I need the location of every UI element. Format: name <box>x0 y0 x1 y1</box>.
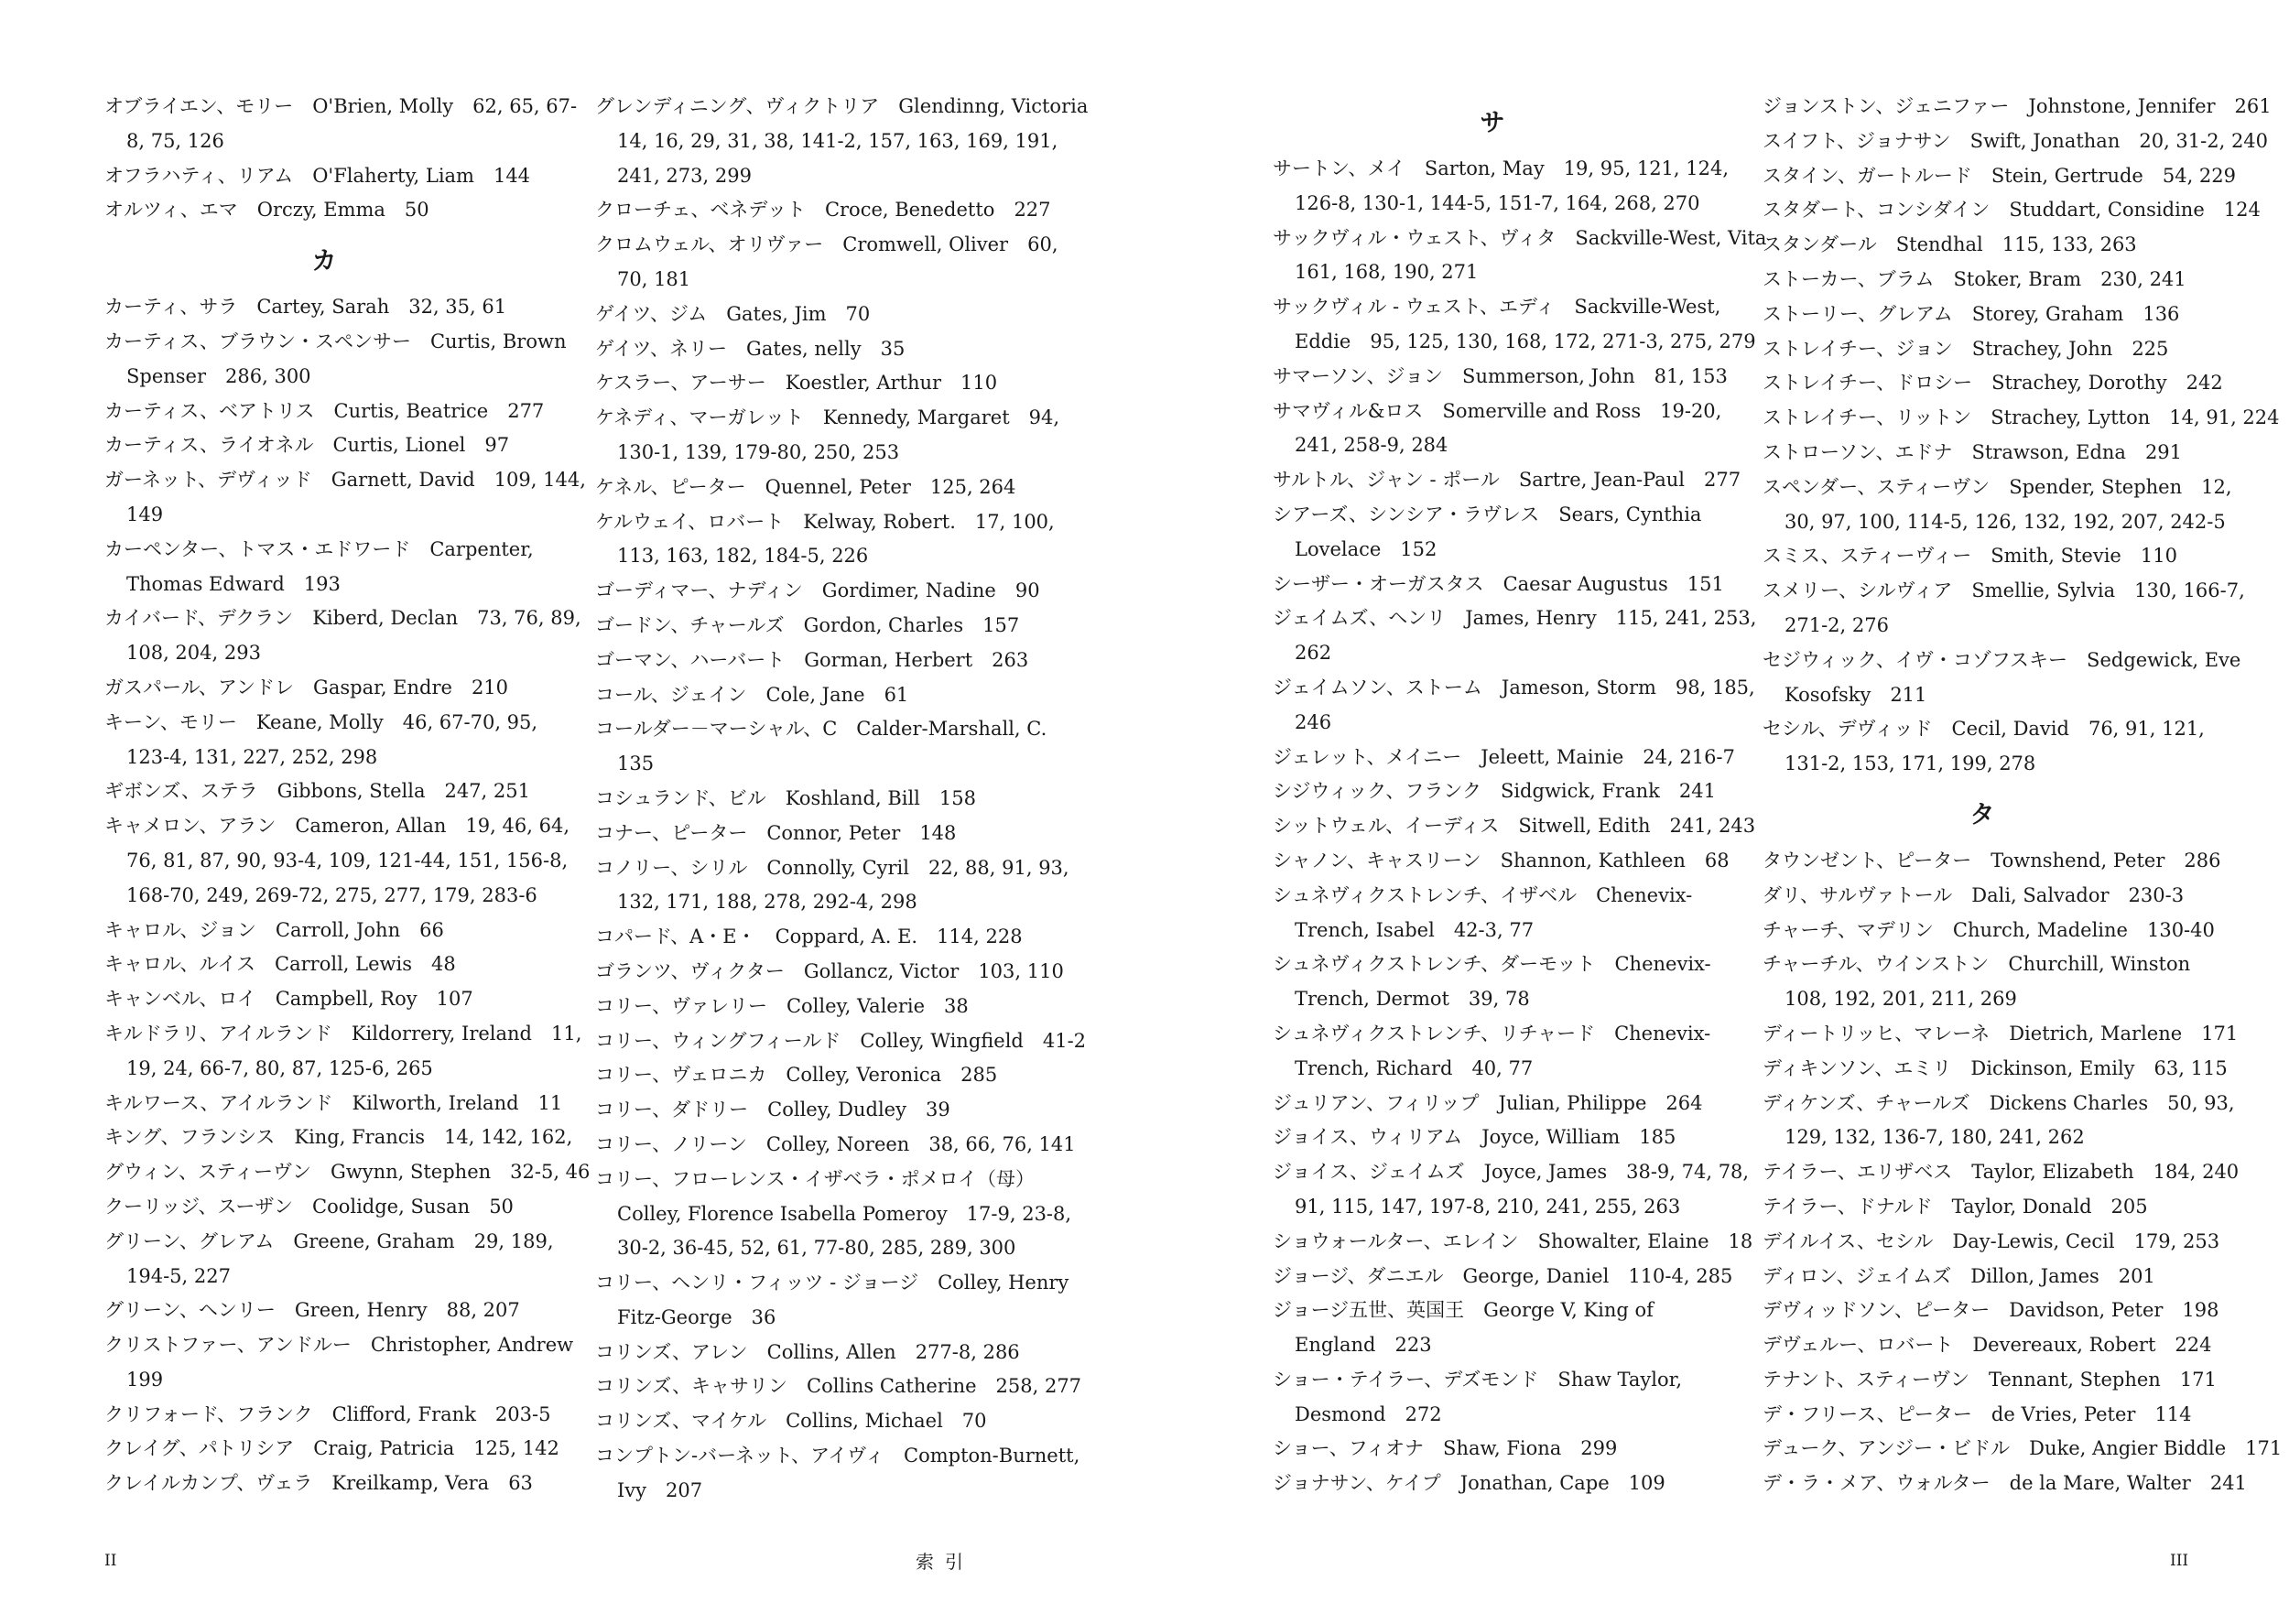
index-entry-continuation: 199 <box>126 1368 164 1391</box>
index-entry-line: コリー、ヘンリ・フィッツ - ジョージ Colley, Henry <box>595 1272 1069 1294</box>
index-entry <box>1763 228 2202 263</box>
index-entry-line: コリー、ヴェロニカ Colley, Veronica 285 <box>595 1064 998 1087</box>
index-entry <box>1763 712 2205 782</box>
index-entry <box>1273 360 1728 395</box>
index-entry <box>1763 193 2261 228</box>
index-entry-line: ショー、フィオナ Shaw, Fiona 299 <box>1273 1437 1618 1460</box>
index-entry <box>1273 222 1767 291</box>
page-number-right: III <box>2170 1552 2189 1570</box>
index-entry-line: オフラハティ、リアム O'Flaherty, Liam 144 <box>104 164 531 187</box>
index-entry <box>1273 395 1722 464</box>
index-entry-continuation: 135 <box>617 752 655 775</box>
index-entry <box>1273 601 1757 671</box>
index-entry <box>595 332 1035 367</box>
index-entry-line: コパード、A・E・ Coppard, A. E. 114, 228 <box>595 926 1023 948</box>
section-heading: カ <box>311 247 337 276</box>
index-entry <box>1273 947 1712 1017</box>
index-entry-continuation: 19, 24, 66-7, 80, 87, 125-6, 265 <box>126 1056 433 1079</box>
index-entry-line: ディロン、ジェイムズ Dillon, James 201 <box>1763 1264 2155 1287</box>
index-entry-continuation: Trench, Richard 40, 77 <box>1295 1056 1534 1079</box>
index-entry <box>104 90 578 159</box>
index-entry <box>595 193 1051 228</box>
index-entry-line: ジョージ五世、英国王 George V, King of <box>1273 1299 1654 1322</box>
index-entry-continuation: 262 <box>1295 642 1332 665</box>
index-entry-line: ギボンズ、ステラ Gibbons, Stella 247, 251 <box>104 780 530 803</box>
index-entry-continuation: Trench, Isabel 42-3, 77 <box>1295 918 1535 941</box>
index-entry <box>1273 671 1755 741</box>
index-column-3 <box>1273 90 1767 1501</box>
index-entry <box>1273 1225 1753 1260</box>
index-entry <box>1763 1260 2202 1294</box>
index-entry-line: シュネヴィクストレンチ、イザベル Chenevix- <box>1273 883 1693 906</box>
index-entry <box>1763 1087 2235 1156</box>
index-entry <box>595 609 1035 644</box>
index-entry-line: ジェレット、メイニー Jeleett, Mainie 24, 216-7 <box>1273 745 1735 768</box>
index-entry <box>595 1024 1087 1059</box>
index-entry <box>1763 1225 2220 1260</box>
index-entry-line: コール、ジェイン Cole, Jane 61 <box>595 683 909 706</box>
index-entry-line: チャーチ、マデリン Church, Madeline 130-40 <box>1763 918 2215 941</box>
index-entry <box>1273 152 1730 222</box>
index-entry <box>1763 263 2202 298</box>
index-entry <box>1763 125 2269 159</box>
index-entry-line: ジョンストン、ジェニファー Johnstone, Jennifer 261 <box>1763 95 2272 117</box>
index-entry <box>1273 1155 1750 1225</box>
index-entry-continuation: Trench, Dermot 39, 78 <box>1295 988 1530 1011</box>
index-entry-continuation: 108, 204, 293 <box>126 642 261 665</box>
index-entry <box>1763 1017 2239 1052</box>
index-entry-line: カーティス、ブラウン・スペンサー Curtis, Brown <box>104 330 567 352</box>
index-entry-line: シュネヴィクストレンチ、リチャード Chenevix- <box>1273 1022 1711 1045</box>
index-entry-line: デ・ラ・メア、ウォルター de la Mare, Walter 241 <box>1763 1472 2247 1495</box>
index-entry-line: チャーチル、ウインストン Churchill, Winston <box>1763 953 2191 976</box>
index-entry-line: オブライエン、モリー O'Brien, Molly 62, 65, 67- <box>104 95 578 117</box>
index-entry <box>595 817 1035 851</box>
index-entry <box>1273 844 1730 879</box>
index-entry-line: ストレイチー、ドロシー Strachey, Dorothy 242 <box>1763 372 2223 395</box>
index-entry-line: デューク、アンジー・ビドル Duke, Angier Biddle 171 <box>1763 1437 2283 1460</box>
index-entry <box>1273 1432 1712 1467</box>
index-column-4 <box>1763 90 2283 1501</box>
index-entry-line: コリンズ、キャサリン Collins Catherine 258, 277 <box>595 1375 1082 1398</box>
index-entry <box>104 601 581 671</box>
index-entry <box>104 325 567 395</box>
index-entry-continuation: 14, 16, 29, 31, 38, 141-2, 157, 163, 169, 191, <box>617 129 1058 152</box>
index-entry <box>104 1328 574 1398</box>
index-entry-line: オルツィ、エマ Orczy, Emma 50 <box>104 199 429 222</box>
index-entry <box>104 395 544 429</box>
index-entry-line: テイラー、エリザベス Taylor, Elizabeth 184, 240 <box>1763 1161 2240 1184</box>
index-entry-line: キルドラリ、アイルランド Kildorrery, Ireland 11, <box>104 1022 582 1045</box>
index-entry <box>104 1017 582 1087</box>
index-entry <box>595 1266 1069 1336</box>
index-entry <box>1273 290 1756 360</box>
index-entry <box>595 90 1089 193</box>
index-entry <box>595 782 1035 817</box>
index-entry <box>104 1294 544 1328</box>
index-entry-line: ケルウェイ、ロバート Kelway, Robert. 17, 100, <box>595 510 1055 533</box>
index-entry <box>1763 879 2202 914</box>
index-entry-line: ストローソン、エドナ Strawson, Edna 291 <box>1763 440 2183 463</box>
index-entry-line: ストレイチー、ジョン Strachey, John 225 <box>1763 337 2169 360</box>
index-entry <box>1763 1155 2240 1190</box>
index-entry <box>1273 498 1712 568</box>
index-entry <box>1273 1017 1712 1087</box>
index-entry <box>1763 1294 2219 1328</box>
index-entry-line: キング、フランシス King, Francis 14, 142, 162, <box>104 1126 573 1149</box>
index-entry <box>104 428 544 463</box>
index-entry-continuation: Desmond 272 <box>1295 1402 1442 1425</box>
index-entry-line: コリー、ノリーン Colley, Noreen 38, 66, 76, 141 <box>595 1132 1076 1155</box>
index-entry-continuation: Thomas Edward 193 <box>126 572 341 595</box>
index-entry <box>595 644 1035 678</box>
index-entry-continuation: 30, 97, 100, 114-5, 126, 132, 192, 207, 242-5 <box>1785 510 2226 533</box>
index-entry <box>104 1087 563 1121</box>
index-column-2 <box>595 90 1089 1509</box>
index-entry <box>595 1128 1076 1163</box>
index-entry-line: ガーネット、デヴィッド Garnett, David 109, 144, <box>104 469 586 492</box>
index-entry-line: スメリー、シルヴィア Smellie, Sylvia 130, 166-7, <box>1763 579 2245 602</box>
index-entry-line: セジウィック、イヴ・コゾフスキー Sedgewick, Eve <box>1763 648 2241 671</box>
index-entry-line: ダリ、サルヴァトール Dali, Salvador 230-3 <box>1763 883 2185 906</box>
index-entry-line: コンプトン-バーネット、アイヴィ Compton-Burnett, <box>595 1445 1080 1467</box>
index-entry <box>595 1058 1035 1093</box>
index-entry-line: サックヴィル・ウェスト、ヴィタ Sackville-West, Vita <box>1273 226 1767 249</box>
index-entry-line: ゴーディマー、ナディン Gordimer, Nadine 90 <box>595 579 1040 602</box>
index-entry-line: シットウェル、イーディス Sitwell, Edith 241, 243 <box>1273 815 1756 838</box>
index-entry-line: ジョージ、ダニエル George, Daniel 110-4, 285 <box>1273 1264 1733 1287</box>
index-entry-line: ショウォールター、エレイン Showalter, Elaine 18 <box>1273 1229 1753 1252</box>
index-entry <box>1763 1328 2212 1363</box>
running-head: 索引 <box>916 1551 974 1573</box>
index-entry <box>1273 774 1716 809</box>
index-entry-line: サートン、メイ Sarton, May 19, 95, 121, 124, <box>1273 157 1730 179</box>
index-entry-line: デイルイス、セシル Day-Lewis, Cecil 179, 253 <box>1763 1229 2220 1252</box>
index-entry <box>1763 1190 2202 1225</box>
index-entry-line: ストーカー、ブラム Stoker, Bram 230, 241 <box>1763 267 2186 290</box>
index-entry-line: スイフト、ジョナサン Swift, Jonathan 20, 31-2, 240 <box>1763 129 2269 152</box>
index-entry-line: クロムウェル、オリヴァー Cromwell, Oliver 60, <box>595 233 1058 256</box>
index-column-1 <box>104 90 591 1501</box>
index-entry-line: グリーン、ヘンリー Green, Henry 88, 207 <box>104 1299 520 1322</box>
index-entry <box>1763 298 2202 332</box>
index-entry-line: キャメロン、アラン Cameron, Allan 19, 46, 64, <box>104 815 570 838</box>
index-entry-continuation: 246 <box>1295 710 1332 733</box>
index-entry-continuation: 130-1, 139, 179-80, 250, 253 <box>617 440 900 463</box>
index-entry <box>1273 809 1756 844</box>
index-entry-continuation: Kosofsky 211 <box>1785 683 1927 706</box>
index-entry-continuation: England 223 <box>1295 1334 1432 1357</box>
index-entry-line: クリフォード、フランク Clifford, Frank 203-5 <box>104 1402 551 1425</box>
index-entry-line: ジェイムソン、ストーム Jameson, Storm 98, 185, <box>1273 676 1755 698</box>
index-entry-line: ゲイツ、ネリー Gates, nelly 35 <box>595 337 906 360</box>
index-entry-line: コノリー、シリル Connolly, Cyril 22, 88, 91, 93, <box>595 856 1069 879</box>
index-entry <box>1763 366 2223 401</box>
index-entry <box>104 193 544 228</box>
index-entry <box>595 471 1035 505</box>
index-entry-continuation: Fitz-George 36 <box>617 1305 776 1328</box>
index-entry-line: スタダート、コンシダイン Studdart, Considine 124 <box>1763 199 2261 222</box>
index-entry-line: シャノン、キャスリーン Shannon, Kathleen 68 <box>1273 849 1730 872</box>
index-entry <box>104 809 570 913</box>
index-entry-line: コールダー－マーシャル、C Calder-Marshall, C. <box>595 718 1047 741</box>
index-entry-line: スタンダール Stendhal 115, 133, 263 <box>1763 233 2137 256</box>
index-entry <box>595 1370 1082 1404</box>
index-entry <box>104 671 544 706</box>
index-entry-line: セシル、デヴィッド Cecil, David 76, 91, 121, <box>1763 718 2205 741</box>
index-entry-line: シーザー・オーガスタス Caesar Augustus 151 <box>1273 572 1724 595</box>
index-entry-line: サマーソン、ジョン Summerson, John 81, 153 <box>1273 364 1728 387</box>
index-entry-continuation: 194-5, 227 <box>126 1264 231 1287</box>
index-entry-line: テイラー、ドナルド Taylor, Donald 205 <box>1763 1195 2148 1218</box>
index-entry-line: カーティ、サラ Cartey, Sarah 32, 35, 61 <box>104 296 507 319</box>
index-entry-continuation: 126-8, 130-1, 144-5, 151-7, 164, 268, 270 <box>1295 191 1700 214</box>
index-entry-continuation: Colley, Florence Isabella Pomeroy 17-9, 23-8, <box>617 1202 1072 1225</box>
index-entry <box>104 774 544 809</box>
index-entry-continuation: 129, 132, 136-7, 180, 241, 262 <box>1785 1126 2085 1149</box>
index-entry-continuation: Spenser 286, 300 <box>126 364 311 387</box>
index-entry-line: スペンダー、スティーヴン Spender, Stephen 12, <box>1763 475 2232 498</box>
index-entry <box>595 298 1035 332</box>
index-entry <box>1273 1121 1712 1155</box>
index-entry <box>1763 332 2202 367</box>
index-entry-continuation: 271-2, 276 <box>1785 613 1889 636</box>
index-entry <box>104 1190 544 1225</box>
index-entry <box>595 920 1035 955</box>
index-entry-line: クリストファー、アンドルー Christopher, Andrew <box>104 1334 574 1357</box>
index-entry <box>1273 1363 1712 1433</box>
index-entry <box>1763 539 2202 574</box>
index-entry <box>1763 1363 2217 1398</box>
index-entry-continuation: Lovelace 152 <box>1295 537 1437 560</box>
index-entry-line: グレンディニング、ヴィクトリア Glendinng, Victoria <box>595 95 1089 117</box>
index-entry <box>1273 568 1724 602</box>
index-entry <box>595 228 1058 298</box>
index-entry-line: クレイグ、パトリシア Craig, Patricia 125, 142 <box>104 1437 559 1460</box>
index-entry <box>1273 879 1712 948</box>
index-entry-line: グリーン、グレアム Greene, Graham 29, 189, <box>104 1229 554 1252</box>
index-entry-line: ゴランツ、ヴィクター Gollancz, Victor 103, 110 <box>595 959 1064 982</box>
index-entry-line: カイバード、デクラン Kiberd, Declan 73, 76, 89, <box>104 607 581 630</box>
index-entry-continuation: 70, 181 <box>617 267 691 290</box>
index-entry <box>1273 741 1735 775</box>
index-entry-line: ケネディ、マーガレット Kennedy, Margaret 94, <box>595 406 1060 429</box>
index-entry-line: シアーズ、シンシア・ラヴレス Sears, Cynthia <box>1273 503 1702 525</box>
index-entry-line: コシュランド、ビル Koshland, Bill 158 <box>595 786 976 809</box>
index-entry-line: コリー、フローレンス・イザベラ・ポメロイ（母） <box>595 1167 1035 1190</box>
index-entry-line: ジョナサン、ケイプ Jonathan, Cape 109 <box>1273 1472 1665 1495</box>
index-entry <box>595 990 1035 1024</box>
index-entry <box>104 533 544 602</box>
index-entry <box>1763 436 2202 471</box>
index-entry-line: クレイルカンプ、ヴェラ Kreilkamp, Vera 63 <box>104 1472 533 1495</box>
index-entry <box>1763 471 2232 540</box>
index-entry <box>595 851 1069 921</box>
index-entry-line: デ・フリース、ピーター de Vries, Peter 114 <box>1763 1402 2192 1425</box>
index-entry-line: ケネル、ピーター Quennel, Peter 125, 264 <box>595 475 1016 498</box>
index-entry-continuation: 241, 258-9, 284 <box>1295 434 1448 457</box>
index-entry-line: ジョイス、ウィリアム Joyce, William 185 <box>1273 1126 1676 1149</box>
index-entry-line: ディケンズ、チャールズ Dickens Charles 50, 93, <box>1763 1091 2235 1114</box>
section-heading: タ <box>1969 800 1995 829</box>
index-entry-line: カーティス、ライオネル Curtis, Lionel 97 <box>104 434 510 457</box>
index-entry-continuation: 108, 192, 201, 211, 269 <box>1785 988 2017 1011</box>
index-entry-continuation: Eddie 95, 125, 130, 168, 172, 271-3, 275, 279 <box>1295 330 1756 352</box>
index-entry <box>1763 1467 2247 1501</box>
index-entry-line: キャロル、ルイス Carroll, Lewis 48 <box>104 953 456 976</box>
index-entry-continuation: Ivy 207 <box>617 1478 703 1501</box>
index-entry <box>595 1439 1080 1509</box>
index-entry-continuation: 8, 75, 126 <box>126 129 224 152</box>
index-entry <box>104 290 544 325</box>
index-entry-continuation: 113, 163, 182, 184-5, 226 <box>617 545 869 568</box>
index-entry-line: デヴィッドソン、ピーター Davidson, Peter 198 <box>1763 1299 2219 1322</box>
index-entry-line: シュネヴィクストレンチ、ダーモット Chenevix- <box>1273 953 1711 976</box>
index-entry-line: クーリッジ、スーザン Coolidge, Susan 50 <box>104 1195 514 1218</box>
index-entry-line: キルワース、アイルランド Kilworth, Ireland 11 <box>104 1091 563 1114</box>
index-entry-line: ゲイツ、ジム Gates, Jim 70 <box>595 302 871 325</box>
index-entry-line: コナー、ピーター Connor, Peter 148 <box>595 821 957 844</box>
index-entry-continuation: 30-2, 36-45, 52, 61, 77-80, 285, 289, 300 <box>617 1237 1016 1260</box>
index-entry <box>595 1336 1035 1370</box>
index-entry <box>595 1093 1035 1128</box>
index-entry <box>104 463 586 533</box>
index-entry-continuation: 91, 115, 147, 197-8, 210, 241, 255, 263 <box>1295 1195 1681 1218</box>
index-entry <box>595 1404 1035 1439</box>
index-entry <box>104 1225 554 1294</box>
index-entry-line: カーペンター、トマス・エドワード Carpenter, <box>104 537 534 560</box>
index-entry-line: スタイン、ガートルード Stein, Gertrude 54, 229 <box>1763 164 2237 187</box>
index-entry <box>1763 401 2280 436</box>
index-entry <box>104 1398 551 1433</box>
index-entry-line: タウンゼント、ピーター Townshend, Peter 286 <box>1763 849 2221 872</box>
index-entry-line: グウィン、スティーヴン Gwynn, Stephen 32-5, 46 <box>104 1161 591 1184</box>
index-entry-line: ショー・テイラー、デズモンド Shaw Taylor, <box>1273 1368 1683 1391</box>
index-entry <box>1273 1087 1712 1121</box>
index-entry <box>595 712 1047 782</box>
index-entry-continuation: 149 <box>126 503 164 525</box>
index-entry-line: ストレイチー、リットン Strachey, Lytton 14, 91, 224 <box>1763 406 2280 429</box>
index-entry-line: ジョイス、ジェイムズ Joyce, James 38-9, 74, 78, <box>1273 1161 1750 1184</box>
index-entry-line: キーン、モリー Keane, Molly 46, 67-70, 95, <box>104 710 538 733</box>
page-number-left: II <box>104 1552 117 1570</box>
index-entry-continuation: 131-2, 153, 171, 199, 278 <box>1785 752 2036 775</box>
index-entry <box>595 366 1035 401</box>
index-entry-line: ストーリー、グレアム Storey, Graham 136 <box>1763 302 2180 325</box>
index-entry <box>104 159 544 194</box>
index-entry-line: スミス、スティーヴィー Smith, Stevie 110 <box>1763 545 2177 568</box>
index-entry-line: ゴーマン、ハーバート Gorman, Herbert 263 <box>595 648 1029 671</box>
index-entry-line: コリー、ダドリー Colley, Dudley 39 <box>595 1099 950 1121</box>
index-entry <box>1763 947 2202 1017</box>
index-entry <box>1763 914 2215 948</box>
index-entry-line: サルトル、ジャン - ポール Sartre, Jean-Paul 277 <box>1273 469 1741 492</box>
index-entry <box>1763 1432 2283 1467</box>
index-entry-line: テナント、スティーヴン Tennant, Stephen 171 <box>1763 1368 2217 1391</box>
index-entry-line: コリンズ、アレン Collins, Allen 277-8, 286 <box>595 1340 1020 1363</box>
index-entry-line: ゴードン、チャールズ Gordon, Charles 157 <box>595 613 1020 636</box>
index-entry <box>104 1155 591 1190</box>
index-entry <box>1763 159 2237 194</box>
index-entry-line: シジウィック、フランク Sidgwick, Frank 241 <box>1273 780 1716 803</box>
index-entry-line: コリンズ、マイケル Collins, Michael 70 <box>595 1410 987 1433</box>
index-entry-line: クローチェ、ベネデット Croce, Benedetto 227 <box>595 199 1051 222</box>
index-entry-line: キャロル、ジョン Carroll, John 66 <box>104 918 444 941</box>
index-entry <box>1763 844 2221 879</box>
index-entry-continuation: 123-4, 131, 227, 252, 298 <box>126 745 378 768</box>
index-entry-line: ディキンソン、エミリ Dickinson, Emily 63, 115 <box>1763 1056 2228 1079</box>
index-entry-continuation: 168-70, 249, 269-72, 275, 277, 179, 283-6 <box>126 883 537 906</box>
index-entry <box>595 505 1055 575</box>
index-entry <box>104 706 544 775</box>
index-entry <box>104 947 544 982</box>
index-entry-continuation: 241, 273, 299 <box>617 164 752 187</box>
index-entry-line: ディートリッヒ、マレーネ Dietrich, Marlene 171 <box>1763 1022 2239 1045</box>
index-entry-line: ジェイムズ、ヘンリ James, Henry 115, 241, 253, <box>1273 607 1757 630</box>
index-entry <box>595 401 1060 471</box>
index-entry <box>104 914 544 948</box>
index-entry-line: ケスラー、アーサー Koestler, Arthur 110 <box>595 372 998 395</box>
index-entry-line: ガスパール、アンドレ Gaspar, Endre 210 <box>104 676 509 698</box>
index-entry-line: サマヴィル&ロス Somerville and Ross 19-20, <box>1273 399 1722 422</box>
index-entry-line: コリー、ウィングフィールド Colley, Wingfield 41-2 <box>595 1029 1087 1052</box>
index-entry <box>104 1121 573 1155</box>
index-entry <box>595 955 1064 990</box>
index-entry <box>104 1432 559 1467</box>
index-entry <box>595 1163 1072 1266</box>
index-entry <box>1763 574 2245 644</box>
index-entry <box>1763 1398 2202 1433</box>
index-entry-continuation: 132, 171, 188, 278, 292-4, 298 <box>617 891 917 914</box>
section-heading: サ <box>1480 109 1505 137</box>
index-entry <box>104 1467 544 1501</box>
index-entry-continuation: 76, 81, 87, 90, 93-4, 109, 121-44, 151, 156-8, <box>126 849 569 872</box>
index-entry <box>1273 1260 1733 1294</box>
index-entry <box>1763 90 2272 125</box>
index-entry-line: ジュリアン、フィリップ Julian, Philippe 264 <box>1273 1091 1703 1114</box>
index-entry-line: カーティス、ベアトリス Curtis, Beatrice 277 <box>104 399 545 422</box>
index-entry <box>1763 644 2241 713</box>
index-entry-line: キャンベル、ロイ Campbell, Roy 107 <box>104 988 473 1011</box>
index-entry <box>595 574 1040 609</box>
index-entry <box>1273 463 1741 498</box>
index-entry-continuation: 161, 168, 190, 271 <box>1295 261 1479 284</box>
index-entry <box>1763 1052 2228 1087</box>
index-entry <box>1273 1467 1712 1501</box>
index-entry <box>1273 1294 1712 1363</box>
index-entry-line: サックヴィル - ウェスト、エディ Sackville-West, <box>1273 296 1721 319</box>
index-entry <box>104 982 544 1017</box>
index-entry-line: デヴェルー、ロバート Devereaux, Robert 224 <box>1763 1334 2212 1357</box>
index-entry-line: コリー、ヴァレリー Colley, Valerie 38 <box>595 994 969 1017</box>
index-entry <box>595 678 1035 713</box>
